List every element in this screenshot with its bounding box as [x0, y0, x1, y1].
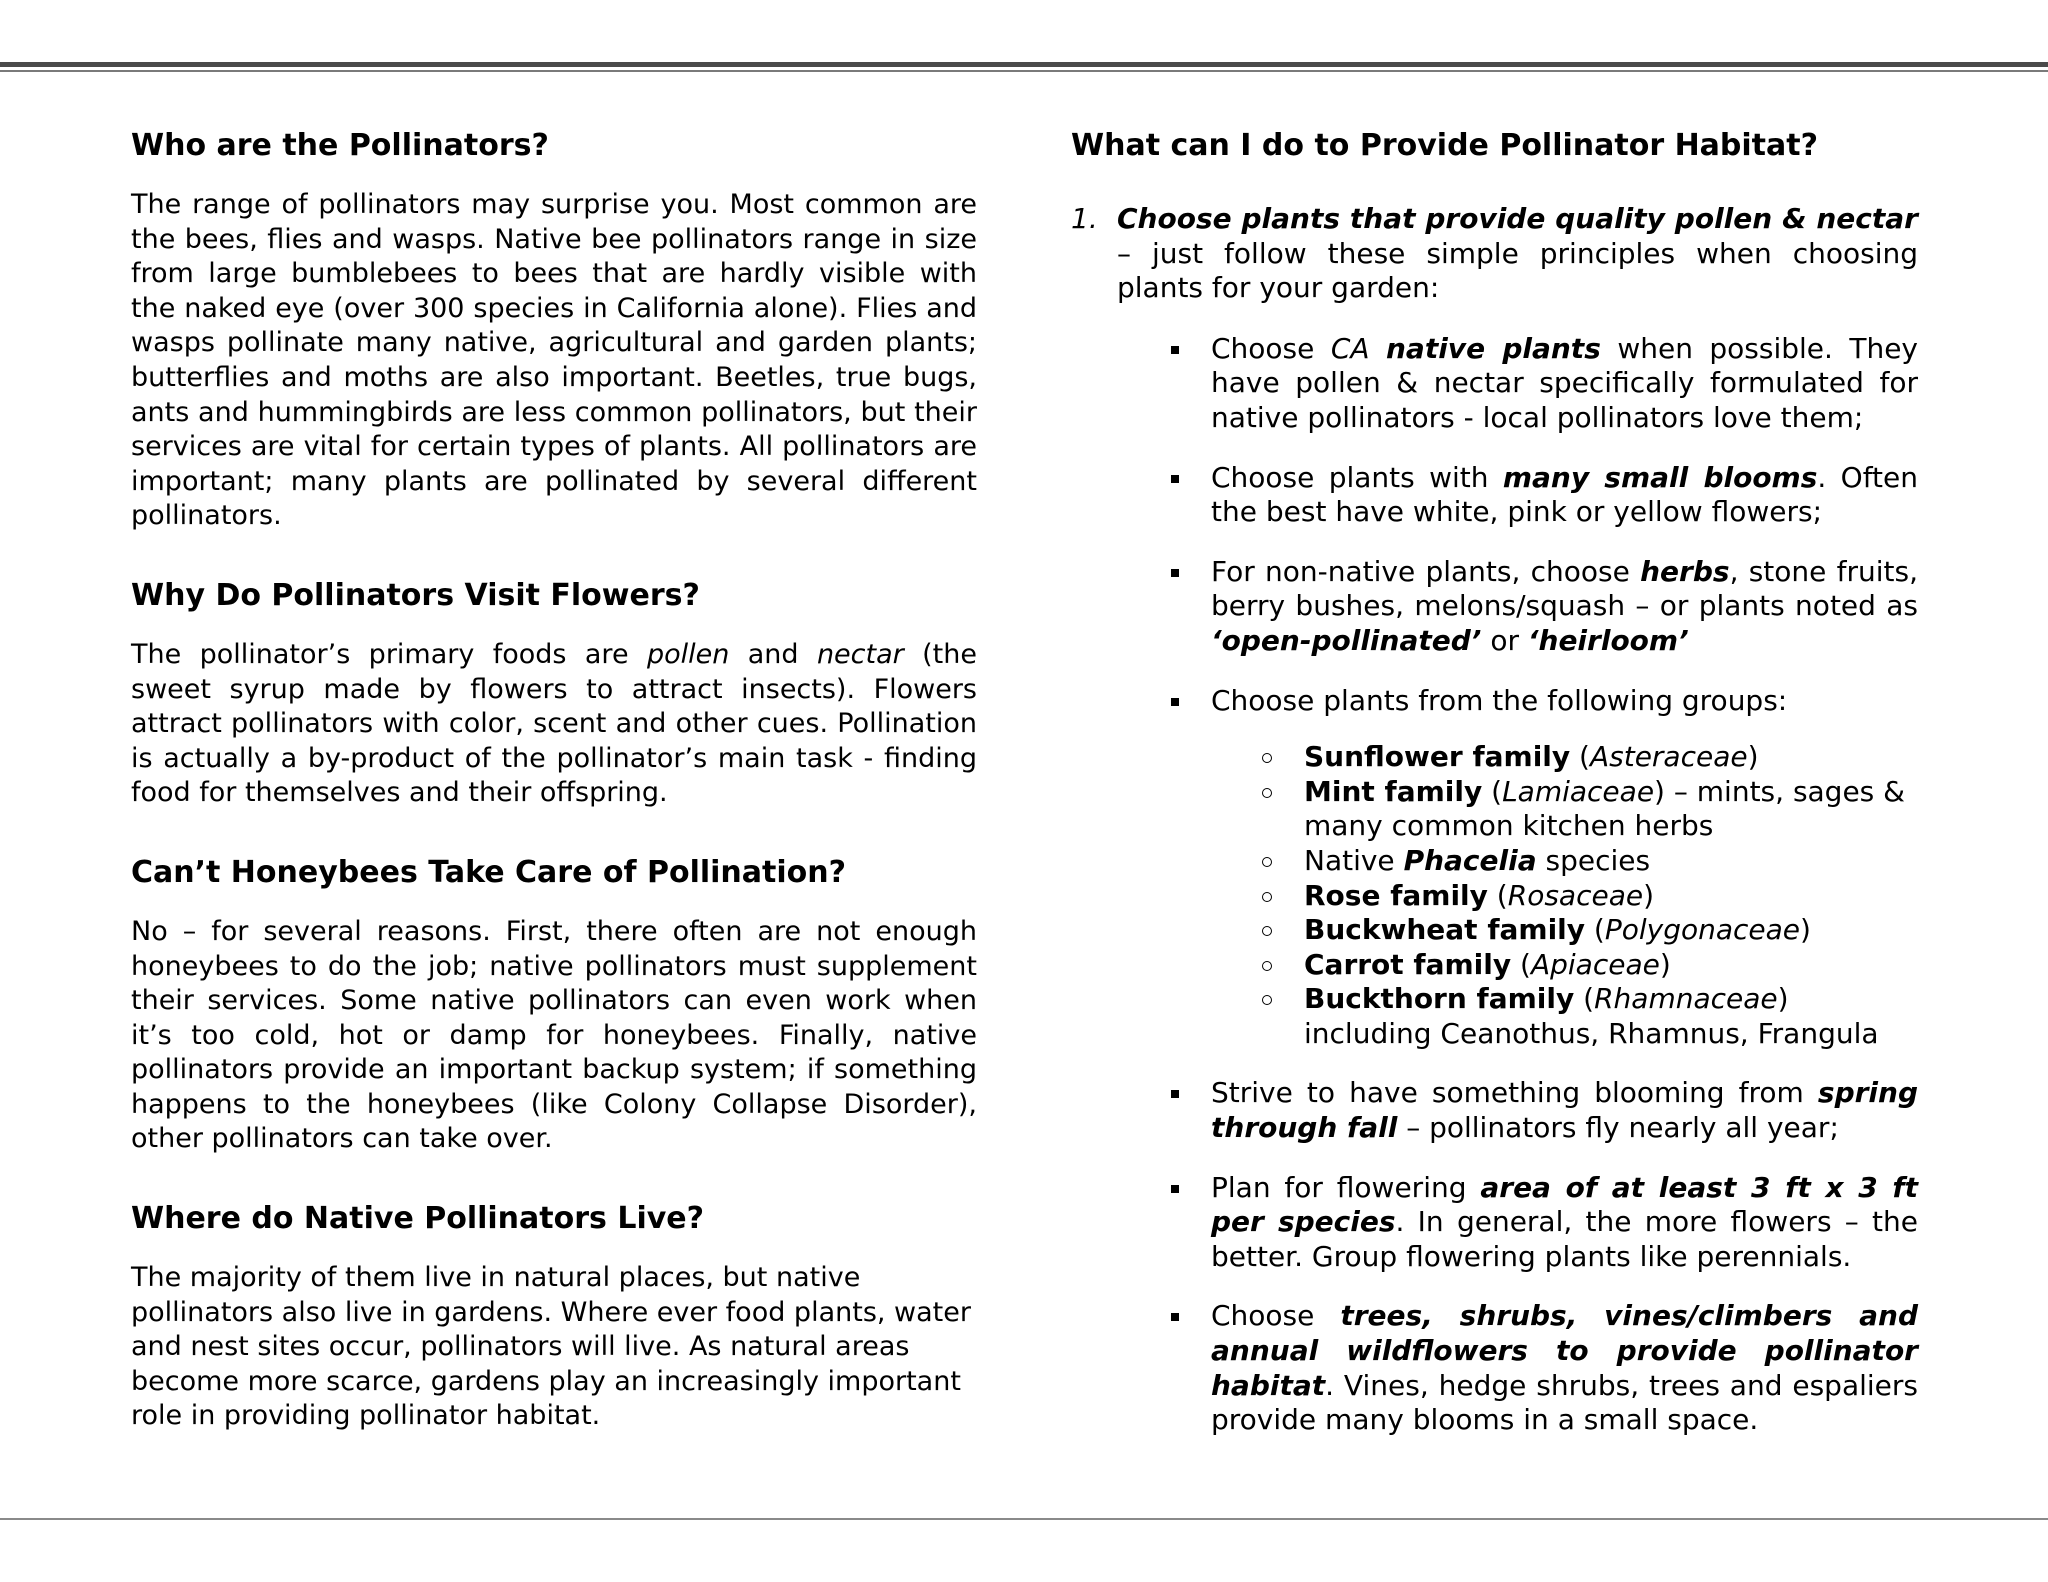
text-run: ) – mints, sages & many common kitchen herbs — [1304, 774, 1906, 843]
group-name: Carrot family — [1304, 947, 1512, 981]
scientific-name: Asteraceae — [1589, 740, 1748, 774]
text-run: and — [729, 638, 817, 670]
list-item — [1211, 684, 1918, 1052]
list-item — [1211, 461, 1918, 530]
group-item — [1304, 982, 1918, 1051]
scientific-name: Lamiaceae — [1502, 774, 1655, 808]
circle-bullet-icon — [1262, 995, 1272, 1005]
group-item — [1304, 740, 1918, 775]
list-item — [1211, 1171, 1918, 1275]
item-rest: – just follow these simple principles when choosing plants for your garden: — [1117, 236, 1918, 305]
square-bullet-icon — [1171, 1313, 1179, 1321]
text-run: ( — [1585, 913, 1605, 947]
list-item — [1211, 1076, 1918, 1145]
text-run: or — [1481, 623, 1528, 657]
text-run: when possible. They have pollen & nectar specifically formulated for native pollinators - local pollinators love them; — [1211, 331, 1919, 434]
text-run: ) — [1800, 913, 1811, 947]
text-run: ) — [1643, 878, 1655, 912]
section-body: The majority of them live in natural places, but native pollinators also live in gardens. Where ever food plants, water and nest sites occur, pollinators will live. As natural areas become more scarce, gardens play an increasingly important role in providing pollinator habitat. — [131, 1262, 971, 1432]
text-run: The pollinator’s primary foods are — [131, 638, 647, 670]
group-name: Sunflower family — [1304, 740, 1571, 774]
text-run: ( — [1482, 774, 1503, 808]
text-run: ( — [1511, 947, 1531, 981]
text-run: (the sweet syrup made by flowers to attract insects). Flowers attract pollinators with color, scent and other cues. Pollination is actually a by-product of the pollinator’s main task - finding food for themselves and their offspring. — [131, 638, 977, 809]
circle-bullet-icon — [1262, 961, 1272, 971]
text-run: Choose plants from the following groups: — [1211, 683, 1788, 717]
square-bullet-icon — [1171, 1090, 1179, 1098]
text-run: . In general, the more flowers – the better. Group flowering plants like perennials. — [1211, 1205, 1918, 1273]
section-heading-habitat: What can I do to Provide Pollinator Habitat? — [1071, 128, 1819, 163]
text-run: Choose — [1211, 1299, 1341, 1333]
group-item — [1304, 844, 1918, 879]
square-bullet-icon — [1171, 698, 1179, 706]
top-rule-thin — [0, 70, 2048, 72]
text-run: Plan for flowering — [1211, 1170, 1481, 1204]
plant-groups-list — [1211, 740, 1918, 1051]
text-run: Choose — [1211, 331, 1331, 365]
section-honeybees — [131, 855, 977, 1157]
emphasis: many small blooms — [1502, 460, 1818, 494]
text-run: , stone fruits, berry bushes, melons/squash – or plants noted as — [1211, 554, 1919, 623]
group-item — [1304, 879, 1918, 914]
circle-bullet-icon — [1262, 892, 1272, 902]
group-item — [1304, 948, 1918, 983]
emphasis: ‘heirloom’ — [1527, 623, 1689, 657]
text-run: . Often the best have white, pink or yellow flowers; — [1211, 460, 1919, 529]
text-run: CA — [1330, 331, 1370, 365]
scientific-name: Polygonaceae — [1604, 913, 1801, 947]
emphasis-nectar: nectar — [816, 638, 904, 670]
emphasis: ‘open-pollinated’ — [1211, 623, 1482, 657]
circle-bullet-icon — [1262, 926, 1272, 936]
left-column — [131, 128, 977, 1478]
group-item — [1304, 913, 1918, 948]
section-heading: Where do Native Pollinators Live? — [131, 1201, 705, 1237]
emphasis-pollen: pollen — [646, 638, 730, 670]
scientific-name: Apiaceae — [1530, 947, 1660, 981]
circle-bullet-icon — [1262, 788, 1272, 798]
square-bullet-icon — [1171, 475, 1179, 483]
text-run: species — [1536, 843, 1651, 877]
numbered-item-1 — [1071, 202, 1918, 306]
emphasis: herbs — [1640, 554, 1730, 588]
bottom-rule — [0, 1518, 2048, 1520]
circle-bullet-icon — [1262, 857, 1272, 867]
text-run: – pollinators fly nearly all year; — [1397, 1111, 1839, 1145]
text-run: ( — [1570, 740, 1590, 774]
section-heading: Can’t Honeybees Take Care of Pollination? — [131, 854, 847, 890]
emphasis: spring through fall — [1211, 1076, 1918, 1145]
group-name: Buckthorn family — [1304, 982, 1575, 1016]
group-item — [1304, 775, 1918, 844]
text-run: Native — [1304, 843, 1404, 877]
top-rule-thick — [0, 62, 2048, 67]
section-who-are-pollinators — [131, 128, 977, 534]
square-bullet-icon — [1171, 569, 1179, 577]
group-name: Rose family — [1304, 878, 1488, 912]
text-run: ) — [1747, 740, 1759, 774]
text-run: ( — [1487, 878, 1508, 912]
emphasis: area of at least 3 ft x 3 ft per species — [1211, 1170, 1918, 1239]
principles-list — [1071, 332, 1918, 1438]
text-run: Strive to have something blooming from — [1211, 1076, 1818, 1110]
right-column — [1071, 128, 1918, 1463]
section-heading: Why Do Pollinators Visit Flowers? — [131, 577, 700, 613]
list-item — [1211, 555, 1918, 659]
text-run: ) — [1659, 947, 1671, 981]
text-run — [1370, 332, 1386, 365]
section-why-visit-flowers — [131, 578, 977, 811]
square-bullet-icon — [1171, 1185, 1179, 1193]
group-name: Phacelia — [1403, 843, 1537, 877]
group-name: Mint family — [1304, 774, 1483, 808]
text-run: . Vines, hedge shrubs, trees and espaliers provide many blooms in a small space. — [1211, 1368, 1918, 1437]
text-run: For non-native plants, choose — [1211, 554, 1641, 588]
section-body: No – for several reasons. First, there often are not enough honeybees to do the job; native pollinators must supplement their services. Some native pollinators can even work when it’s too cold, hot or damp for honeybees. Finally, native pollinators provide an important backup system; if something happens to the honeybees (like Colony Collapse Disorder), other pollinators can take over. — [131, 915, 977, 1155]
scientific-name: Rhamnaceae — [1594, 982, 1778, 1016]
scientific-name: Rosaceae — [1507, 878, 1644, 912]
section-heading: Who are the Pollinators? — [131, 128, 549, 163]
section-where-live — [131, 1201, 977, 1434]
emphasis: trees, shrubs, vines/climbers and annual wildflowers to provide pollinator habitat — [1211, 1299, 1919, 1402]
text-run: ( — [1574, 982, 1595, 1016]
circle-bullet-icon — [1262, 753, 1272, 763]
item-lead: Choose plants that provide quality pollen & nectar — [1117, 202, 1918, 235]
group-name: Buckwheat family — [1304, 913, 1586, 947]
emphasis: native plants — [1386, 331, 1601, 365]
square-bullet-icon — [1171, 346, 1179, 354]
list-number: 1. — [1071, 202, 1098, 235]
section-body: The range of pollinators may surprise you. Most common are the bees, flies and wasps. Native bee pollinators range in size from large bumblebees to bees that are hardly visible with the naked eye (over 300 species in California alone). Flies and wasps pollinate many native, agricultural and garden plants; butterflies and moths are also important. Beetles, true bugs, ants and hummingbirds are less common pollinators, but their services are vital for certain types of plants. All pollinators are important; many plants are pollinated by several different pollinators. — [131, 189, 977, 532]
text-run: Choose plants with — [1211, 460, 1503, 494]
list-item — [1211, 332, 1918, 436]
section-body — [131, 638, 977, 811]
text-run: ) including Ceanothus, Rhamnus, Frangula — [1304, 982, 1879, 1050]
list-item — [1211, 1299, 1918, 1437]
